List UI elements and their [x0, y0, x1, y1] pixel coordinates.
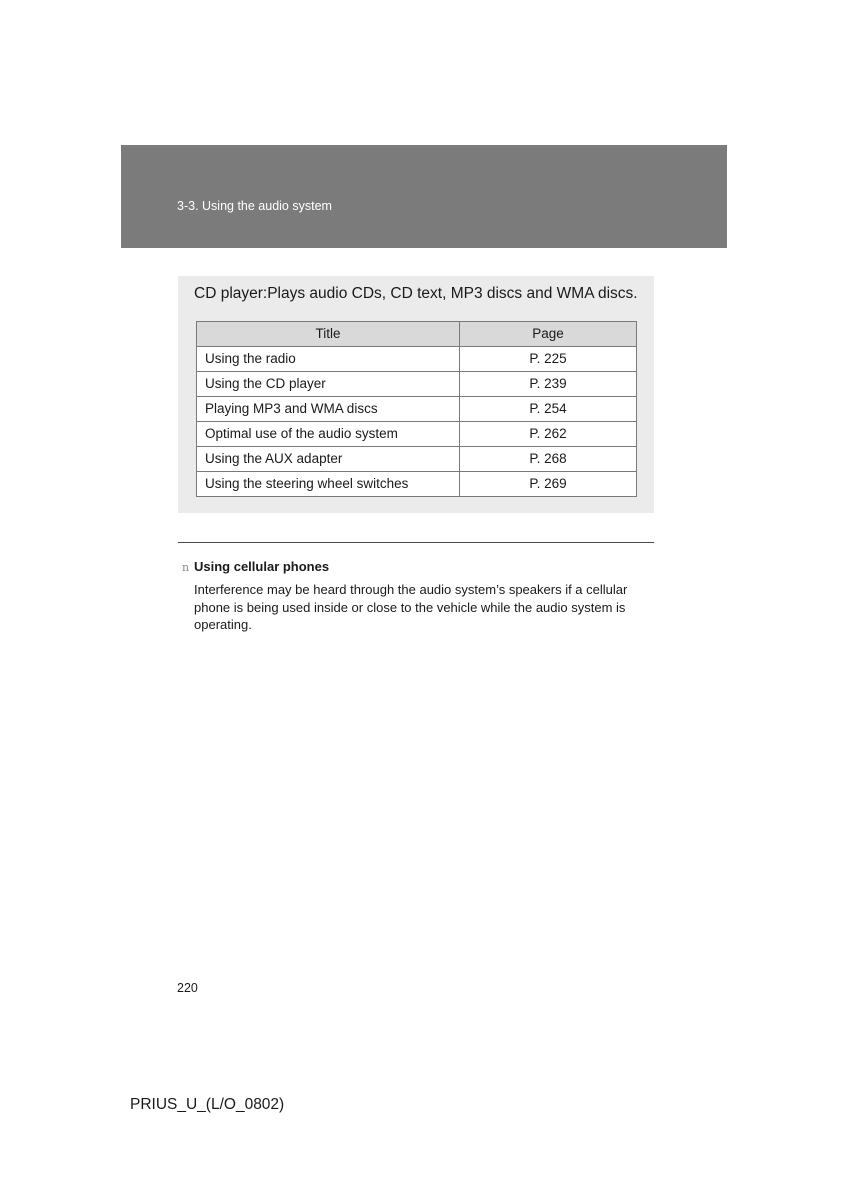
column-header-title: Title	[197, 322, 460, 347]
section-divider	[178, 542, 654, 543]
note-body: Interference may be heard through the audio system’s speakers if a cellular phone is being used inside or close to the vehicle while the audio system is operating.	[194, 582, 628, 632]
row-page: P. 225	[460, 347, 637, 372]
row-title: Playing MP3 and WMA discs	[197, 397, 460, 422]
table-row	[197, 347, 637, 372]
table-header-row	[197, 322, 637, 347]
info-box-heading: CD player:Plays audio CDs, CD text, MP3 discs and WMA discs.	[194, 285, 638, 302]
row-title: Using the AUX adapter	[197, 447, 460, 472]
note-heading: Using cellular phones	[194, 559, 330, 574]
section-header-band	[121, 145, 727, 248]
row-page: P. 268	[460, 447, 637, 472]
page-reference-table	[196, 321, 637, 497]
row-title: Using the CD player	[197, 372, 460, 397]
table-row	[197, 372, 637, 397]
table-row	[197, 422, 637, 447]
row-title: Using the steering wheel switches	[197, 472, 460, 497]
row-page: P. 269	[460, 472, 637, 497]
row-page: P. 239	[460, 372, 637, 397]
row-page: P. 262	[460, 422, 637, 447]
row-title: Using the radio	[197, 347, 460, 372]
table-row	[197, 472, 637, 497]
column-header-page: Page	[460, 322, 637, 347]
page-number: 220	[177, 981, 198, 995]
cd-player-info-box	[178, 276, 654, 513]
note-bullet-icon: n	[182, 561, 190, 574]
section-title: 3-3. Using the audio system	[177, 199, 332, 213]
row-page: P. 254	[460, 397, 637, 422]
table-row	[197, 447, 637, 472]
document-code: PRIUS_U_(L/O_0802)	[130, 1096, 285, 1113]
row-title: Optimal use of the audio system	[197, 422, 460, 447]
table-row	[197, 397, 637, 422]
